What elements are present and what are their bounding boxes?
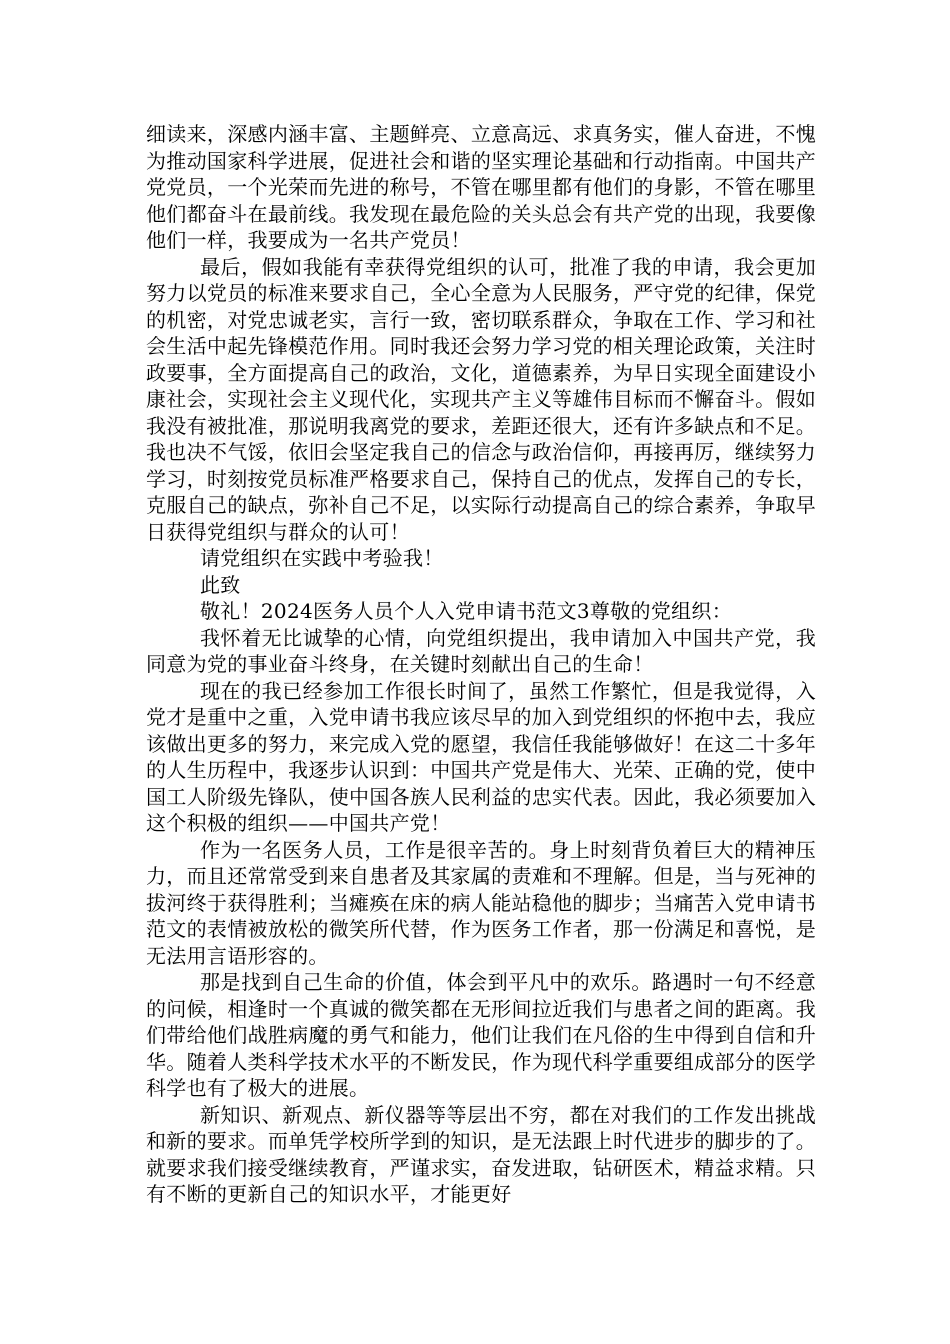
paragraph-application: 我怀着无比诚挚的心情，向党组织提出，我申请加入中国共产党，我同意为党的事业奋斗终身，在关键时刻献出自己的生命！ bbox=[146, 625, 816, 676]
paragraph-commitment: 最后，假如我能有幸获得党组织的认可，批准了我的申请，我会更加努力以党员的标准来要求自己，全心全意为人民服务，严守党的纪律，保党的机密，对党忠诚老实，言行一致，密切联系群众，争取在工作、学习和社会生活中起先锋模范作用。同时我还会努力学习党的相关理论政策，关注时政要事，全方面提高自己的政治，文化，道德素养，为早日实现全面建设小康社会，实现社会主义现代化，实现共产主义等雄伟目标而不懈奋斗。假如我没有被批准，那说明我离党的要求，差距还很大，还有许多缺点和不足。我也决不气馁，依旧会坚定我自己的信念与政治信仰，再接再厉，继续努力学习，时刻按党员标准严格要求自己，保持自己的优点，发挥自己的专长，克服自己的缺点，弥补自己不足，以实际行动提高自己的综合素养，争取早日获得党组织与群众的认可！ bbox=[146, 254, 816, 544]
paragraph-new-knowledge: 新知识、新观点、新仪器等等层出不穷，都在对我们的工作发出挑战和新的要求。而单凭学校所学到的知识，是无法跟上时代进步的脚步的了。就要求我们接受继续教育，严谨求实，奋发进取，钻研医术，精益求精。只有不断的更新自己的知识水平，才能更好 bbox=[146, 1102, 816, 1206]
paragraph-work-experience: 现在的我已经参加工作很长时间了，虽然工作繁忙，但是我觉得，入党才是重中之重，入党申请书我应该尽早的加入到党组织的怀抱中去，我应该做出更多的努力，来完成入党的愿望，我信任我能够做好！在这二十多年的人生历程中，我逐步认识到：中国共产党是伟大、光荣、正确的党，使中国工人阶级先锋队，使中国各族人民利益的忠实代表。因此，我必须要加入这个积极的组织——中国共产党！ bbox=[146, 678, 816, 835]
paragraph-request-test: 请党组织在实践中考验我！ bbox=[200, 546, 444, 570]
document-body bbox=[146, 121, 816, 1208]
paragraph-medical-work: 作为一名医务人员，工作是很辛苦的。身上时刻背负着巨大的精神压力，而且还常常受到来自患者及其家属的责难和不理解。但是，当与死神的拔河终于获得胜利；当瘫痪在床的病人能站稳他的脚步；当痛苦入党申请书范文的表情被放松的微笑所代替，作为医务工作者，那一份满足和喜悦，是无法用言语形容的。 bbox=[146, 837, 816, 968]
paragraph-continued-intro: 细读来，深感内涵丰富、主题鲜亮、立意高远、求真务实，催人奋进，不愧为推动国家科学进展，促进社会和谐的坚实理论基础和行动指南。中国共产党党员，一个光荣而先进的称号，不管在哪里都有他们的身影，不管在哪里他们都奋斗在最前线。我发现在最危险的关头总会有共产党的出现，我要像他们一样，我要成为一名共产党员！ bbox=[146, 122, 816, 252]
paragraph-life-value: 那是找到自己生命的价值，体会到平凡中的欢乐。路遇时一句不经意的问候，相逢时一个真诚的微笑都在无形间拉近我们与患者之间的距离。我们带给他们战胜病魔的勇气和能力，他们让我们在凡俗的生中得到自信和升华。随着人类科学技术水平的不断发民，作为现代科学重要组成部分的医学科学也有了极大的进展。 bbox=[146, 970, 816, 1100]
paragraph-greeting-new-letter: 敬礼！2024医务人员个人入党申请书范文3尊敬的党组织： bbox=[200, 599, 733, 623]
paragraph-salutation-closing: 此致 bbox=[200, 572, 241, 597]
